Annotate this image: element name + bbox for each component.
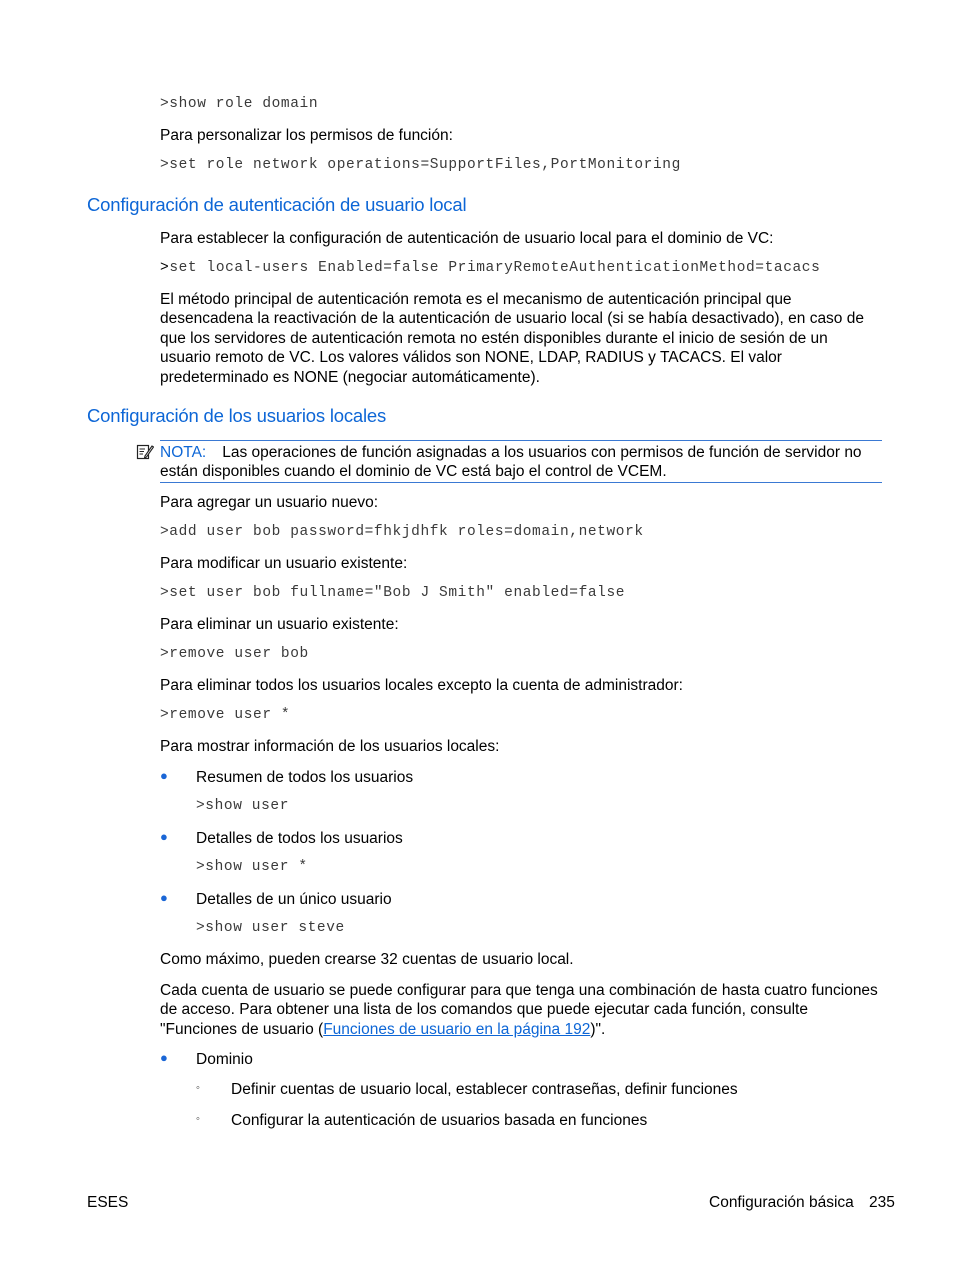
paragraph-each-text: Cada cuenta de usuario se puede configurar para que tenga una combinación de hasta cuatro funciones de acceso. Para obtener una lista de los comandos que puede ejecutar cada función, consulte "Funciones de usuario ( (160, 982, 878, 1038)
link-user-functions[interactable]: Funciones de usuario en la página 192 (323, 1020, 591, 1038)
command-text: set local-users Enabled=false PrimaryRemoteAuthenticationMethod=tacacs (169, 260, 821, 276)
paragraph-add: Para agregar un usuario nuevo: (160, 494, 379, 511)
command-remove-user: >remove user bob (160, 646, 309, 662)
paragraph-each-end: )". (590, 1020, 606, 1038)
sub-item-define-accounts: Definir cuentas de usuario local, establecer contraseñas, definir funciones (231, 1081, 738, 1098)
command-show-user-steve: >show user steve (196, 920, 345, 936)
bullet-icon: ● (160, 890, 168, 905)
paragraph-remove-all: Para eliminar todos los usuarios locales excepto la cuenta de administrador: (160, 677, 683, 694)
sub-bullet-icon: ◦ (196, 1113, 200, 1125)
command-show-user: >show user (196, 798, 290, 814)
note-paragraph (160, 443, 880, 482)
footer-section: Configuración básica (709, 1194, 854, 1211)
heading-local-auth: Configuración de autenticación de usuario local (87, 194, 467, 215)
command-set-local-users (160, 260, 820, 276)
sub-item-configure-auth: Configurar la autenticación de usuarios basada en funciones (231, 1112, 648, 1129)
command-show-user-all: >show user * (196, 859, 308, 875)
footer-left: ESES (87, 1194, 129, 1211)
note-icon (136, 443, 154, 461)
paragraph-each-account (160, 981, 880, 1039)
footer-page-number: 235 (869, 1194, 895, 1211)
note-label: NOTA: (160, 444, 207, 461)
paragraph-show-info: Para mostrar información de los usuarios locales: (160, 738, 500, 755)
sub-bullet-icon: ◦ (196, 1082, 200, 1094)
list-item-summary: Resumen de todos los usuarios (196, 769, 414, 786)
paragraph-method: El método principal de autenticación remota es el mecanismo de autenticación principal que desencadena la reactivación de la autenticación de usuario local (si se había desactivado), en caso de que los servidores de autenticación remota no estén disponibles durante el inicio de sesión de un usuario remoto de VC. Los valores válidos son NONE, LDAP, RADIUS y TACACS. El valor predeterminado es NONE (negociar automáticamente). (160, 291, 864, 386)
note-text: Las operaciones de función asignadas a los usuarios con permisos de función de servidor no están disponibles cuando el dominio de VC está bajo el control de VCEM. (160, 444, 862, 481)
list-item-details-all: Detalles de todos los usuarios (196, 830, 403, 847)
paragraph-max: Como máximo, pueden crearse 32 cuentas de usuario local. (160, 951, 574, 968)
paragraph-remove: Para eliminar un usuario existente: (160, 616, 399, 633)
heading-local-users: Configuración de los usuarios locales (87, 405, 387, 426)
bullet-icon: ● (160, 829, 168, 844)
prompt-char: > (160, 260, 170, 276)
command-add-user: >add user bob password=fhkjdhfk roles=domain,network (160, 524, 644, 540)
command-remove-all: >remove user * (160, 707, 291, 723)
command-show-role: >show role domain (160, 96, 319, 112)
list-item-domain: Dominio (196, 1051, 253, 1068)
paragraph-customize: Para personalizar los permisos de función: (160, 127, 453, 144)
bullet-icon: ● (160, 1050, 168, 1065)
paragraph-establish: Para establecer la configuración de autenticación de usuario local para el dominio de VC: (160, 230, 774, 247)
command-set-role: >set role network operations=SupportFiles,PortMonitoring (160, 157, 681, 173)
paragraph-modify: Para modificar un usuario existente: (160, 555, 408, 572)
list-item-details-one: Detalles de un único usuario (196, 891, 392, 908)
bullet-icon: ● (160, 768, 168, 783)
command-modify-user: >set user bob fullname="Bob J Smith" enabled=false (160, 585, 626, 601)
